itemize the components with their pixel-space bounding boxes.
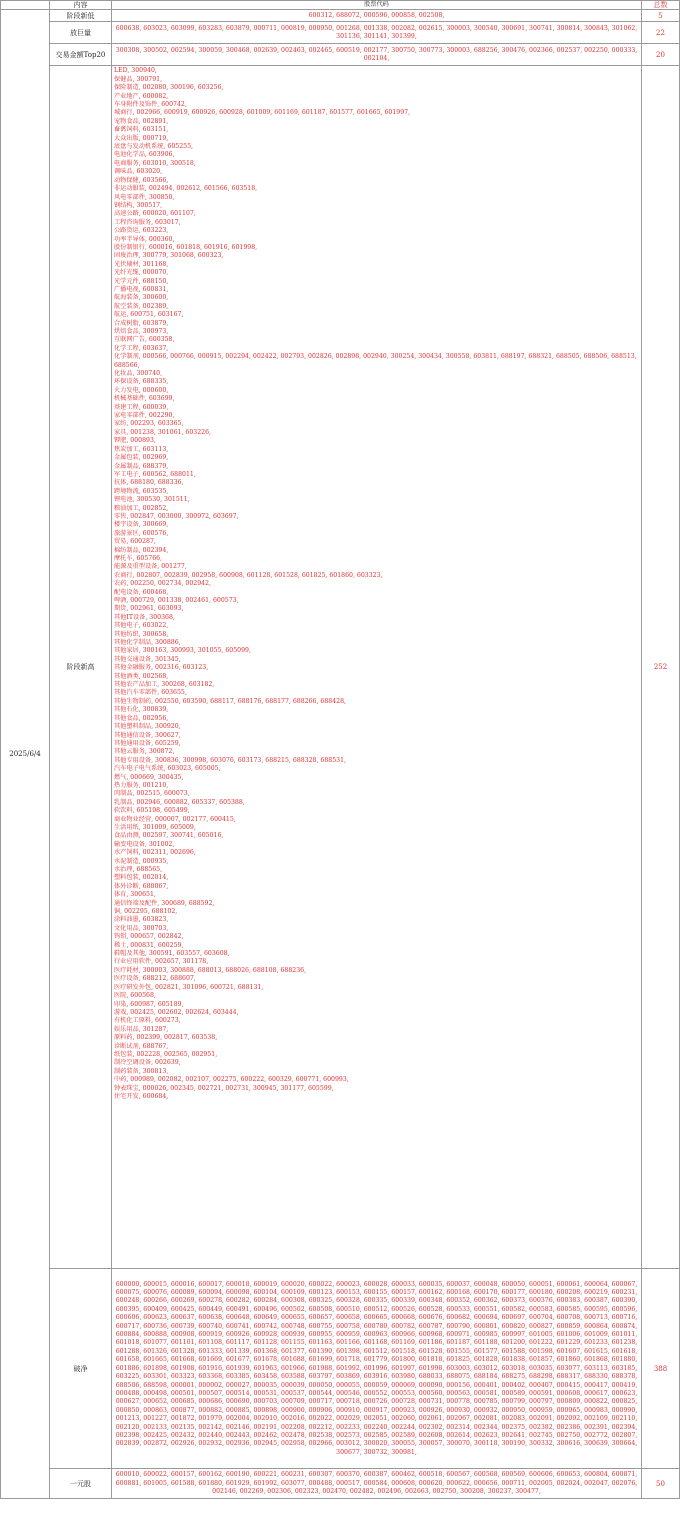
industry-line: 动物保健, 603566, [114, 176, 169, 184]
industry-line: 燃气, 000669, 300435, [114, 773, 184, 781]
industry-line: 其他农产品加工, 300268, 603182, [114, 681, 215, 689]
industry-line: 配电设备, 600468, [114, 588, 169, 596]
row-label: 阶段新低 [50, 10, 112, 22]
industry-line: 其他食品, 002956, [114, 714, 169, 722]
industry-line: 火力发电, 000600, [114, 386, 169, 394]
row-count: 22 [642, 22, 680, 44]
industry-line: 其他通用设备, 605259, [114, 739, 181, 747]
industry-line: 光伏辅材, 301168, [114, 260, 169, 268]
industry-line: 其他云服务, 300872, [114, 748, 175, 756]
industry-line: 其他石化, 300839, [114, 706, 169, 714]
industry-line: 电池化学品, 603906, [114, 151, 175, 159]
industry-line: 军工电子, 600562, 688011, [114, 470, 196, 478]
industry-line: 其他交通设备, 301345, [114, 655, 181, 663]
industry-line: 住宅开发, 600684, [114, 1092, 169, 1100]
industry-line: 保险制造, 002080, 300196, 603256, [114, 84, 224, 92]
industry-line: 稀土, 000831, 600259, [114, 941, 184, 949]
industry-line: 锂电池, 300530, 301511, [114, 496, 190, 504]
industry-line: 其他通信设备, 300627, [114, 731, 181, 739]
industry-line: 通信终端及配件, 300689, 688592, [114, 899, 215, 907]
industry-line: 水泥制造, 000935, [114, 857, 169, 865]
industry-line: 保健品, 300791, [114, 75, 163, 83]
industry-line: 医疗设备, 688212, 688607, [114, 975, 196, 983]
industry-line: 公路货运, 603223, [114, 227, 169, 235]
industry-list [112, 66, 642, 1269]
industry-line: 食品由测, 002597, 300741, 605016, [114, 832, 224, 840]
industry-line: 抗体, 688180, 688336, [114, 479, 184, 487]
row-pojing [1, 1269, 680, 1469]
industry-line: 城商行, 002966, 600919, 600926, 600928, 601009, 601169, 601187, 601577, 601665, 601997, [114, 109, 411, 117]
industry-line: 家具, 001238, 301061, 603226, [114, 428, 212, 436]
row-codes: 300308, 300502, 002594, 300059, 300468, 002639, 002463, 002465, 600519, 002177, 300750, 300773, 300003, 688256, 300476, 002366, 002537, 002250, 000333, 002104, [112, 44, 642, 66]
industry-line: 其他汽车零部件, 603655, [114, 689, 187, 697]
industry-line: 钾肥, 000893, [114, 437, 156, 445]
industry-line: 有机化工原料, 600273, [114, 1017, 181, 1025]
industry-line: 生活用纸, 301009, 605009, [114, 823, 196, 831]
row-label: 交易金额Top20 [50, 44, 112, 66]
industry-line: 金属包装, 002969, [114, 454, 169, 462]
row-yiyuan [1, 1469, 680, 1499]
date-cell: 2025/6/4 [1, 10, 50, 1499]
industry-line: 工程咨询服务, 603017, [114, 218, 181, 226]
industry-line: 大众出版, 000719, [114, 134, 169, 142]
industry-line: 行业应用软件, 002657, 301178, [114, 958, 209, 966]
industry-line: 其他电子, 603022, [114, 622, 169, 630]
industry-line: 楼宇设备, 300669, [114, 521, 169, 529]
industry-line: 航海装备, 300600, [114, 294, 169, 302]
industry-line: 印染, 600987, 605189, [114, 1000, 184, 1008]
header-count: 总数 [642, 1, 680, 10]
row-codes: 600010, 600022, 600157, 600162, 600190, 600221, 600231, 600307, 600370, 600387, 600462, 600518, 600567, 600568, 600569, 600606, 600653, 600804, 600871, 600881, 601005, 601588, 601880, 601929, 601992, 603077, 000488, 000517, 000584, 000608, 000620, 000622, 000656, 000711, 002005, 002024, 002047, 002076, 002146, 002269, 002306, 002323, 002470, 002482, 002496, 002663, 002750, 300208, 300237, 300477, [112, 1469, 642, 1499]
row-codes: 600312, 688072, 000596, 000858, 002508, [112, 10, 642, 22]
industry-line: 电商服务, 603010, 300518, [114, 159, 196, 167]
industry-line: 烘焙食品, 300973, [114, 328, 169, 335]
industry-line: 畜禽饲料, 603151, [114, 126, 169, 134]
industry-line: 家纺, 002293, 603365, [114, 420, 184, 428]
industry-line: 医疗耗材, 300003, 300888, 688013, 688026, 688108, 688236, [114, 966, 307, 974]
industry-line: 医院, 600568, [114, 992, 156, 1000]
row-label: 放巨量 [50, 22, 112, 44]
industry-line: 功率半导体, 000360, [114, 235, 175, 243]
row-codes: 600000, 600015, 600016, 600017, 600018, 600019, 600020, 600022, 600023, 600028, 600033, 600035, 600037, 600048, 600050, 600051, 600061, 600064, 600067, 600075, 600076, 600089, 600094, 600098, 600104, 600109, 600123, 600153, 600155, 600157, 600162, 600168, 600170, 600177, 600180, 600208, 600219, 600231, 600248, 600266, 600269, 600278, 600282, 600284, 600308, 600325, 600328, 600335, 600339, 600348, 600352, 600362, 600373, 600376, 600383, 600387, 600390, 600395, 600409, 600425, 600449, 600491, 600496, 600502, 600508, 600510, 600512, 600526, 600528, 600533, 600551, 600582, 600583, 600585, 600595, 600596, 600606, 600623, 600637, 600638, 600648, 600649, 600655, 600657, 600658, 600665, 600668, 600676, 600682, 600694, 600697, 600704, 600708, 600713, 600716, 600717, 600736, 600739, 600740, 600741, 600742, 600748, 600755, 600758, 600780, 600782, 600787, 600790, 600801, 600820, 600827, 600859, 600864, 600874, 600884, 600888, 600908, 600919, 600926, 600928, 600939, 600955, 600959, 600963, 600966, 600968, 600971, 600985, 600997, 601005, 601006, 601009, 601011, 601018, 601077, 601101, 601108, 601117, 601128, 601155, 601163, 601166, 601168, 601169, 601186, 601187, 601188, 601200, 601222, 601229, 601233, 601238, 601288, 601326, 601328, 601333, 601339, 601368, 601377, 601390, 601398, 601512, 601518, 601528, 601555, 601577, 601588, 601598, 601607, 601615, 601618, 601658, 601665, 601668, 601669, 601677, 601678, 601688, 601699, 601718, 601779, 601800, 601818, 601825, 601828, 601838, 601857, 601860, 601868, 601880, 601886, 601898, 601908, 601916, 601939, 601963, 601966, 601988, 601992, 601996, 601997, 601998, 603003, 603012, 603018, 603035, 603077, 603113, 603185, 603225, 603301, 603323, 603368, 603385, 603458, 603588, 603797, 603869, 603916, 603980, 688033, 688075, 688184, 688275, 688298, 688317, 688330, 688378, 688506, 688598, 000001, 000002, 000027, 000035, 000039, 000050, 000055, 000059, 000069, 000090, 000156, 000401, 000402, 000407, 000415, 000417, 000419, 000488, 000498, 000501, 000507, 000514, 000531, 000537, 000544, 000546, 000552, 000553, 000560, 000563, 000581, 000589, 000591, 000608, 000617, 000623, 000627, 000652, 000685, 000686, 000690, 000703, 000709, 000717, 000718, 000726, 000728, 000731, 000778, 000785, 000799, 000797, 000809, 000822, 000825, 000850, 000863, 000877, 000882, 000885, 000898, 000900, 000906, 000910, 000917, 000923, 000926, 000930, 000932, 000950, 000959, 000965, 000983, 000990, 001213, 001227, 001872, 001979, 002004, 002010, 002016, 002022, 002029, 002051, 002060, 002061, 002067, 002081, 002083, 002091, 002092, 002109, 002110, 002120, 002133, 002135, 002142, 002146, 002191, 002208, 002212, 002233, 002240, 002244, 002302, 002314, 002344, 002375, 002382, 002386, 002391, 002394, 002398, 002425, 002432, 002440, 002443, 002462, 002478, 002538, 002573, 002585, 002589, 002608, 002614, 002623, 002641, 002745, 002750, 002772, 002807, 002839, 002872, 002926, 002932, 002936, 002945, 002958, 002966, 003012, 300020, 300055, 300057, 300070, 300118, 300190, 300332, 300616, 300639, 300664, 300677, 300732, 300981, [112, 1269, 642, 1469]
industry-line: 其他家居, 300163, 300993, 301055, 605099, [114, 647, 251, 655]
industry-line: 化妆品, 300740, [114, 370, 163, 378]
industry-line: 其他塑料制品, 300920, [114, 723, 181, 731]
row-label: 一元股 [50, 1469, 112, 1499]
industry-line: 输变电设备, 301002, [114, 840, 175, 848]
industry-line: 软饮料, 605198, 605499, [114, 807, 190, 815]
industry-line: 光纤光缆, 000070, [114, 269, 169, 277]
industry-line: 肉制品, 002515, 600073, [114, 790, 190, 798]
industry-line: 期货, 002961, 603093, [114, 605, 184, 613]
industry-line: 股份制银行, 600016, 601818, 601916, 601998, [114, 243, 258, 251]
industry-line: 农商行, 002807, 002839, 002958, 600908, 601128, 601528, 601825, 601860, 603323, [114, 571, 383, 579]
industry-line: 互联网广告, 600358, [114, 336, 175, 344]
industry-line: 体外诊断, 688067, [114, 882, 169, 890]
industry-line: 航空装备, 002389, [114, 302, 169, 310]
industry-line: 光学元件, 688150, [114, 277, 169, 285]
industry-line: 钟表珠宝, 000026, 002345, 002721, 002731, 300945, 301177, 605599, [114, 1084, 334, 1092]
industry-line: 涂料油墨, 603823, [114, 916, 169, 924]
row-fang-juliang [1, 22, 680, 44]
industry-line: 风电零部件, 300850, [114, 193, 175, 201]
industry-line: 能源及重型设备, 001277, [114, 563, 187, 571]
industry-line: LED, 300940, [114, 67, 157, 75]
industry-line: 焦炭加工, 603113, [114, 445, 169, 453]
industry-line: 调味品, 603020, [114, 168, 163, 176]
industry-line: 宠物食品, 002891, [114, 117, 169, 125]
industry-line: 其他纺织, 300658, [114, 630, 169, 638]
industry-line: 娱乐用品, 301287, [114, 1025, 169, 1033]
row-count: 20 [642, 44, 680, 66]
industry-line: 车身附件及饰件, 600742, [114, 101, 187, 109]
industry-line: 制冷空调设备, 002639, [114, 1059, 181, 1067]
industry-line: 底盘与发动机系统, 605255, [114, 143, 194, 151]
industry-line: 零售, 002847, 003000, 300972, 603697, [114, 512, 239, 520]
industry-line: 其他酒类, 002568, [114, 672, 169, 680]
industry-line: 乳制品, 002946, 600882, 605337, 605388, [114, 798, 245, 806]
industry-line: 非运动服装, 002494, 002612, 601566, 603518, [114, 185, 258, 193]
industry-line: 游戏, 002425, 002602, 002624, 603444, [114, 1008, 239, 1016]
industry-line: 制药装备, 300813, [114, 1067, 169, 1075]
industry-line: 旅游景区, 600576, [114, 529, 169, 537]
industry-line: 文化用品, 300703, [114, 924, 169, 932]
industry-line: 其他化学制品, 300886, [114, 639, 181, 647]
industry-line: 高速公路, 600020, 601107, [114, 210, 196, 218]
industry-line: 商业物业经营, 000007, 002177, 600415, [114, 815, 236, 823]
industry-line: 中药, 000989, 002082, 002107, 002275, 600222, 600329, 600771, 600993, [114, 1076, 349, 1084]
industry-line: 医疗研发外包, 002821, 301096, 600721, 688131, [114, 983, 264, 991]
header-row [1, 1, 680, 10]
industry-line: 化学制剂, 000566, 000766, 000915, 002294, 002422, 002793, 002826, 002898, 002940, 300254, 300434, 300558, 603811, 688197, 688321, 688505, 688506, 688513, 688566, [114, 353, 637, 369]
industry-line: 水治理, 688565, [114, 866, 163, 873]
row-count: 5 [642, 10, 680, 22]
industry-line: 鞋帽及其他, 300591, 603557, 603608, [114, 950, 230, 958]
industry-line: 钨钼, 000657, 002842, [114, 933, 184, 941]
industry-line: 机械基础件, 603699, [114, 395, 175, 403]
industry-line: 水产饲料, 002311, 002696, [114, 849, 196, 857]
industry-line: 啤酒, 000729, 001338, 002461, 600573, [114, 597, 239, 604]
industry-line: 钢结构, 300517, [114, 201, 163, 209]
row-count: 50 [642, 1469, 680, 1499]
industry-line: 固废治理, 300779, 301068, 600323, [114, 252, 224, 260]
industry-line: 原料药, 002399, 002817, 603538, [114, 1034, 218, 1042]
industry-line: 塑料包装, 002014, [114, 874, 169, 882]
header-content: 内容 [50, 1, 112, 10]
industry-line: 农药, 002250, 002734, 002942, [114, 580, 212, 588]
row-count: 388 [642, 1269, 680, 1469]
industry-line: 贸易, 600287, [114, 538, 156, 546]
row-jieduan-xingao [1, 66, 680, 1269]
industry-line: 环保设备, 688335, [114, 378, 169, 386]
industry-line: 金属制品, 688379, [114, 462, 169, 470]
row-jieduan-xindi [1, 10, 680, 22]
row-label: 阶段新高 [50, 66, 112, 1269]
industry-line: 粮油加工, 002852, [114, 504, 169, 512]
industry-line: 其他生物制药, 002550, 603590, 688117, 688176, 688177, 688266, 688428, [114, 697, 346, 705]
header-codes: 股票代码 [112, 1, 642, 10]
industry-line: 家电零部件, 002290, [114, 412, 175, 420]
industry-line: 棉纺制品, 002394, [114, 546, 169, 554]
industry-line: 汽车电子电气系统, 603023, 605005, [114, 765, 221, 773]
industry-line: 化学工程, 603637, [114, 344, 169, 352]
industry-line: 热力服务, 001210, [114, 781, 169, 789]
industry-line: 纸包装, 002228, 002565, 002951, [114, 1050, 218, 1058]
row-count: 252 [642, 66, 680, 1269]
industry-line: 诊断试剂, 688767, [114, 1042, 169, 1050]
row-jiaoyi-top20 [1, 44, 680, 66]
industry-line: 广播电视, 600831, [114, 285, 169, 293]
row-codes: 600638, 603023, 603099, 603283, 603879, 000711, 000819, 000950, 001268, 001338, 002082, 002615, 300003, 300540, 300691, 300741, 300814, 300843, 301062, 301136, 301141, 301399, [112, 22, 642, 44]
industry-line: 其他金融服务, 002316, 603123, [114, 664, 209, 672]
industry-line: 其他专用设备, 300836, 300998, 603076, 603173, 688215, 688328, 688531, [114, 756, 346, 764]
row-label: 破净 [50, 1269, 112, 1469]
header-date [1, 1, 50, 10]
industry-line: 航运, 600751, 603167, [114, 311, 184, 319]
industry-line: 产业地产, 600082, [114, 92, 169, 100]
industry-line: 基建工程, 600039, [114, 403, 169, 411]
industry-line: 摩托车, 605766, [114, 554, 163, 562]
industry-line: 铜, 002295, 688102, [114, 908, 178, 916]
industry-line: 合成树脂, 603879, [114, 319, 169, 327]
industry-line: 跨境物流, 603535, [114, 487, 169, 495]
industry-line: 体育, 300651, [114, 891, 156, 899]
industry-line: 其他IT设备, 300368, [114, 613, 175, 621]
